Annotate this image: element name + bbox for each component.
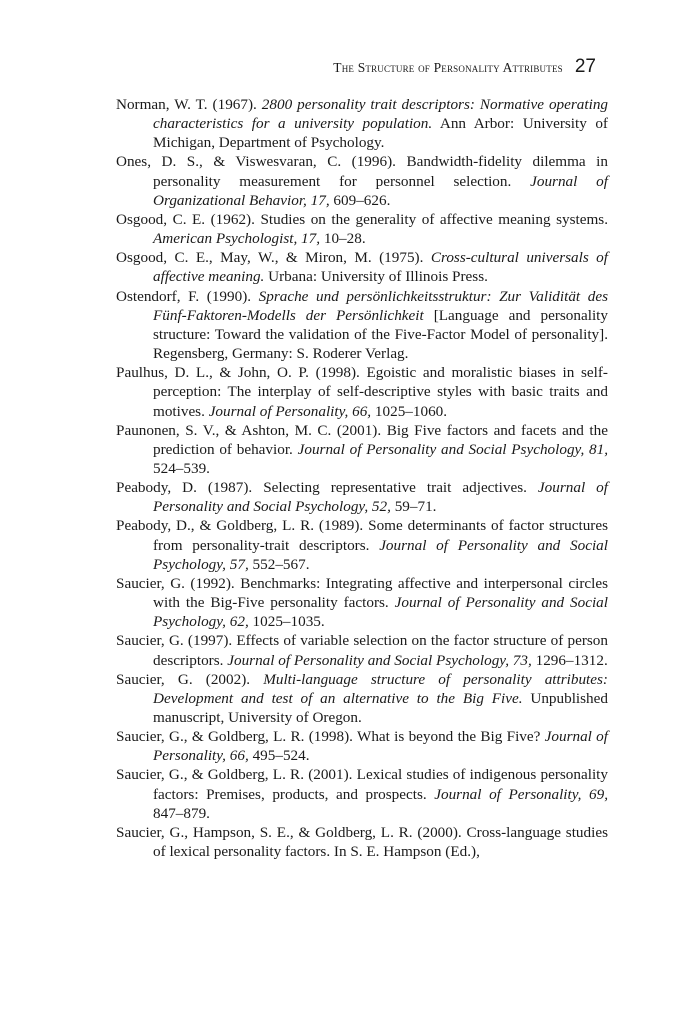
- running-header: [0, 56, 596, 78]
- reference-entry: Saucier, G., & Goldberg, L. R. (1998). What is beyond the Big Five? Journal of Personality, 66, 495–524.: [116, 728, 608, 765]
- reference-entry: Paulhus, D. L., & John, O. P. (1998). Egoistic and moralistic biases in self-perception: The interplay of self-descriptive styles with basic traits and motives. Journal of Personality, 66, 1025–1060.: [116, 364, 608, 420]
- running-title: The Structure of Personality Attributes: [333, 60, 563, 75]
- reference-entry: Saucier, G. (2002). Multi-language structure of personality attributes: Development and test of an alternative to the Big Five. Unpublished manuscript, University of Oregon.: [116, 670, 608, 726]
- reference-entry: Ostendorf, F. (1990). Sprache und persönlichkeitsstruktur: Zur Validität des Fünf-Faktoren-Modells der Persönlichkeit [Language and personality structure: Toward the validation of the Five-Factor Model of personality]. Regensberg, Germany: S. Roderer Verlag.: [116, 287, 608, 363]
- reference-entry: Peabody, D., & Goldberg, L. R. (1989). Some determinants of factor structures from personality-trait descriptors. Journal of Personality and Social Psychology, 57, 552–567.: [116, 517, 608, 573]
- reference-entry: Ones, D. S., & Viswesvaran, C. (1996). Bandwidth-fidelity dilemma in personality measurement for personnel selection. Journal of Organizational Behavior, 17, 609–626.: [116, 153, 608, 209]
- reference-entry: Saucier, G., Hampson, S. E., & Goldberg, L. R. (2000). Cross-language studies of lexical personality factors. In S. E. Hampson (Ed.),: [116, 823, 608, 861]
- reference-entry: Paunonen, S. V., & Ashton, M. C. (2001). Big Five factors and facets and the prediction of behavior. Journal of Personality and Social Psychology, 81, 524–539.: [116, 421, 608, 477]
- reference-entry: Saucier, G. (1992). Benchmarks: Integrating affective and interpersonal circles with the Big-Five personality factors. Journal of Personality and Social Psychology, 62, 1025–1035.: [116, 574, 608, 631]
- reference-entry: Osgood, C. E. (1962). Studies on the generality of affective meaning systems. American Psychologist, 17, 10–28.: [116, 210, 608, 248]
- reference-entry: Peabody, D. (1987). Selecting representative trait adjectives. Journal of Personality and Social Psychology, 52, 59–71.: [116, 479, 608, 516]
- reference-entry: Osgood, C. E., May, W., & Miron, M. (1975). Cross-cultural universals of affective meaning. Urbana: University of Illinois Press.: [116, 249, 608, 286]
- reference-entry: Norman, W. T. (1967). 2800 personality trait descriptors: Normative operating characteristics for a university population. Ann Arbor: University of Michigan, Department of Psychology.: [116, 96, 609, 152]
- reference-entry: Saucier, G. (1997). Effects of variable selection on the factor structure of person descriptors. Journal of Personality and Social Psychology, 73, 1296–1312.: [116, 632, 608, 669]
- page-number: 27: [574, 56, 596, 77]
- reference-entry: Saucier, G., & Goldberg, L. R. (2001). Lexical studies of indigenous personality factors: Premises, products, and prospects. Journal of Personality, 69, 847–879.: [116, 766, 608, 822]
- reference-list: [116, 95, 608, 861]
